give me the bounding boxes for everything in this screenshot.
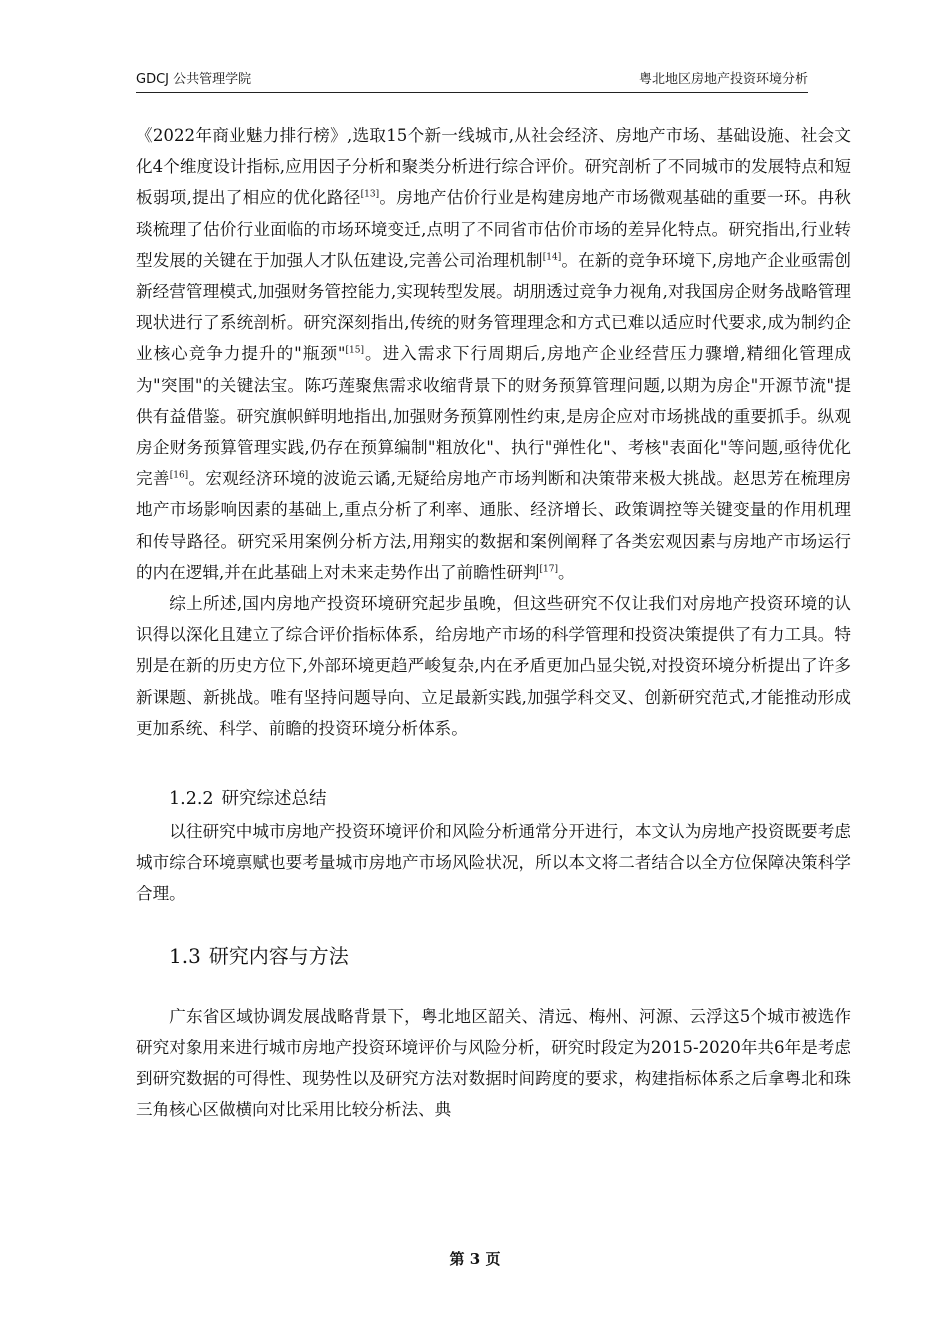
section-heading-1-3 <box>136 940 851 969</box>
paragraph-review-conclusion: 以往研究中城市房地产投资环境评价和风险分析通常分开进行，本文认为房地产投资既要考虑城市综合环境禀赋也要考量城市房地产市场风险状况，所以本文将二者结合以全方位保障决策科学合理。 <box>136 822 851 904</box>
paragraph-summary: 综上所述,国内房地产投资环境研究起步虽晚，但这些研究不仅让我们对房地产投资环境的认识得以深化且建立了综合评价指标体系，给房地产市场的科学管理和投资决策提供了有力工具。特别是在新的历史方位下,外部环境更趋严峻复杂,内在矛盾更加凸显尖锐,对投资环境分析提出了许多新课题、新挑战。唯有坚持问题导向、立足最新实践,加强学科交叉、创新研究范式,才能推动形成更加系统、科学、前瞻的投资环境分析体系。 <box>136 594 851 738</box>
section-number: 1.3 <box>169 943 201 968</box>
citation-13: [13] <box>360 189 380 200</box>
running-header <box>136 68 808 90</box>
page-body <box>136 120 851 1125</box>
citation-14: [14] <box>542 252 562 263</box>
section-title: 研究内容与方法 <box>208 943 349 968</box>
header-divider <box>136 92 808 93</box>
section-heading-1-2-2 <box>136 785 851 810</box>
paragraph-research-content: 广东省区域协调发展战略背景下，粤北地区韶关、清远、梅州、河源、云浮这5个城市被选作研究对象用来进行城市房地产投资环境评价与风险分析，研究时段定为2015-2020年共6年是考虑到研究数据的可得性、现势性以及研究方法对数据时间跨度的要求，构建指标体系之后拿粤北和珠三角核心区做横向对比采用比较分析法、典 <box>136 1006 851 1120</box>
citation-15: [15] <box>345 345 365 356</box>
citation-16: [16] <box>169 470 189 481</box>
paragraph-text: 。宏观经济环境的波诡云谲,无疑给房地产市场判断和决策带来极大挑战。赵思芳在梳理房地产市场影响因素的基础上,重点分析了利率、通胀、经济增长、政策调控等关键变量的作用机理和传导路径。研究采用案例分析方法,用翔实的数据和案例阐释了各类宏观因素与房地产市场运行的内在逻辑,并在此基础上对未来走势作出了前瞻性研判 <box>136 469 852 582</box>
paragraph-literature-review <box>136 120 851 588</box>
section-title: 研究综述总结 <box>221 789 327 810</box>
paragraph-text: 。 <box>558 562 575 582</box>
header-title: 粤北地区房地产投资环境分析 <box>638 72 808 87</box>
paragraph-text: 。在新的竞争环境下,房地产企业亟需创新经营管理模式,加强财务管控能力,实现转型发展。胡朋透过竞争力视角,对我国房企财务战略管理现状进行了系统剖析。研究深刻指出,传统的财务管理理念和方式已难以适应时代要求,成为制约企业核心竞争力提升的"瓶颈" <box>136 250 851 364</box>
citation-17: [17] <box>539 564 559 575</box>
page-number-footer <box>0 1248 950 1269</box>
page-number: 3 <box>469 1250 481 1268</box>
section-number: 1.2.2 <box>169 789 214 810</box>
paragraph-text: 。进入需求下行周期后,房地产企业经营压力骤增,精细化管理成为"突围"的关键法宝。陈巧莲聚焦需求收缩背景下的财务预算管理问题,以期为房企"开源节流"提供有益借鉴。研究旗帜鲜明地指出,加强财务预算刚性约束,是房企应对市场挑战的重要抓手。纵观房企财务预算管理实践,仍存在预算编制"粗放化"、执行"弹性化"、考核"表面化"等问题,亟待优化完善 <box>136 344 851 489</box>
footer-suffix: 页 <box>485 1250 501 1268</box>
footer-prefix: 第 <box>449 1250 465 1268</box>
header-institution: GDCJ 公共管理学院 <box>136 72 252 87</box>
paragraph-text: 。房地产估价行业是构建房地产市场微观基础的重要一环。冉秋琰梳理了估价行业面临的市场环境变迁,点明了不同省市估价市场的差异化特点。研究指出,行业转型发展的关键在于加强人才队伍建设,完善公司治理机制 <box>136 188 851 270</box>
paragraph-text: 《2022年商业魅力排行榜》,选取15个新一线城市,从社会经济、房地产市场、基础设施、社会文化4个维度设计指标,应用因子分析和聚类分析进行综合评价。研究剖析了不同城市的发展特点和短板弱项,提出了相应的优化路径 <box>136 126 851 208</box>
